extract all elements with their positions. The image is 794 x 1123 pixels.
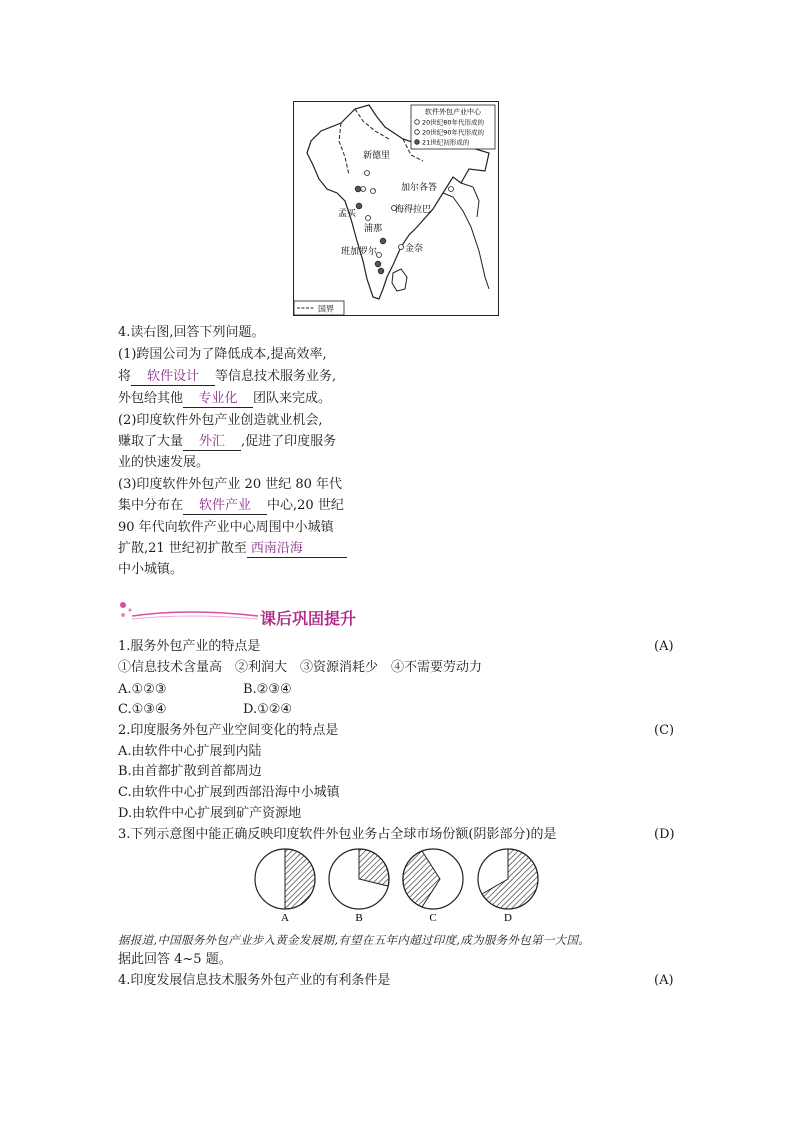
legend-item-90s: 20世纪90年代形成的 (422, 128, 485, 137)
pie-label-d: D (504, 912, 512, 924)
city-label: 海得拉巴 (395, 205, 432, 215)
city-label: 班加罗尔 (341, 247, 378, 257)
city-dot-mumbai (356, 203, 362, 209)
text: 等信息技术服务业务, (215, 369, 337, 384)
pie-b (329, 849, 389, 909)
legend-title: 软件外包产业中心 (425, 108, 481, 116)
city-label: 浦那 (364, 224, 383, 234)
legend-item-21c: 21世纪初形成的 (422, 138, 470, 147)
q4-part3-line3: 90 年代向软件产业中心周围中小城镇 (118, 520, 334, 535)
answer-blank: 外汇 (183, 434, 241, 451)
q4-part3-line1: (3)印度软件外包产业 20 世纪 80 年代 (118, 477, 343, 492)
pie-label-c: C (429, 912, 437, 924)
legend-80s-icon (415, 120, 420, 125)
q4-part2-line2 (118, 432, 336, 452)
city-dot-pune (366, 216, 371, 221)
q3-pie-figures (252, 845, 552, 925)
q4-part3-line5: 中小城镇。 (118, 562, 184, 577)
q4-part1-line3 (118, 389, 331, 409)
city-label: 加尔各答 (401, 183, 438, 193)
city-dot (380, 238, 386, 244)
text: 中心,20 世纪 (267, 498, 344, 513)
q1-answer: (A) (654, 639, 674, 654)
legend-90s-icon (415, 130, 420, 135)
city-dot (375, 261, 381, 267)
q4-answer: (A) (654, 973, 674, 988)
q2-option-d: D.由软件中心扩展到矿产资源地 (118, 806, 302, 821)
q1-statements: ①信息技术含量高 ②利润大 ③资源消耗少 ④不需要劳动力 (118, 660, 483, 675)
pie-c (403, 849, 463, 909)
pie-a (255, 849, 315, 909)
pie-label-a: A (281, 912, 289, 924)
q2-option-a: A.由软件中心扩展到内陆 (118, 744, 262, 759)
q2-stem: 2.印度服务外包产业空间变化的特点是 (118, 723, 339, 738)
section-divider-icon (118, 600, 263, 624)
pie-d (478, 849, 538, 909)
q4-part1-line2 (118, 367, 336, 387)
q4-part2-line1: (2)印度软件外包产业创造就业机会, (118, 413, 323, 428)
india-map-figure (293, 101, 499, 316)
legend-21c-icon (415, 140, 420, 145)
city-dot (371, 189, 376, 194)
city-dot (361, 187, 366, 192)
q1-option-c: C.①③④ (118, 702, 167, 717)
answer-blank: 专业化 (183, 391, 253, 408)
q4-part3-line4 (118, 539, 347, 559)
text: 扩散,21 世纪初扩散至 (118, 541, 247, 556)
border-legend-label: 国界 (318, 304, 334, 314)
city-dot (355, 186, 361, 192)
passage-line2: 据此回答 4~5 题。 (118, 952, 232, 967)
q4-part3-line2 (118, 496, 344, 516)
q1-option-d: D.①②④ (243, 702, 293, 717)
q2-option-c: C.由软件中心扩展到西部沿海中小城镇 (118, 785, 340, 800)
q3-answer: (D) (654, 827, 675, 842)
section-title: 课后巩固提升 (260, 609, 357, 628)
text: 集中分布在 (118, 498, 184, 513)
city-dot-bangalore (377, 253, 382, 258)
q1-option-b: B.②③④ (243, 682, 292, 697)
city-dot-kolkata (449, 187, 454, 192)
text: 外包给其他 (118, 391, 184, 406)
answer-blank: 软件产业 (183, 498, 267, 515)
q3-stem: 3.下列示意图中能正确反映印度软件外包业务占全球市场份额(阴影部分)的是 (118, 827, 557, 842)
city-dot-chennai (399, 245, 404, 250)
pie-label-b: B (355, 912, 363, 924)
section-decoration (118, 600, 263, 624)
text: ,促进了印度服务 (241, 434, 337, 449)
answer-blank: 软件设计 (131, 369, 215, 386)
city-label: 金奈 (405, 244, 424, 254)
city-label: 新德里 (363, 151, 391, 161)
pie-options-figure (252, 845, 552, 925)
india-map (293, 101, 499, 316)
answer-blank: 西南沿海 (247, 541, 347, 558)
q4-part2-line3: 业的快速发展。 (118, 455, 210, 470)
q2-answer: (C) (654, 723, 675, 738)
text: 赚取了大量 (118, 434, 184, 449)
q1-option-a: A.①②③ (118, 682, 167, 697)
legend-item-80s: 20世纪80年代形成的 (422, 118, 485, 127)
city-label: 孟买 (338, 209, 357, 219)
q4-intro-title: 4.读右图,回答下列问题。 (118, 325, 265, 340)
city-dot-new-delhi (365, 171, 370, 176)
passage-line1: 据报道,中国服务外包产业步入黄金发展期,有望在五年内超过印度,成为服务外包第一大国。 (118, 933, 591, 947)
q4-stem: 4.印度发展信息技术服务外包产业的有利条件是 (118, 973, 391, 988)
q2-option-b: B.由首都扩散到首都周边 (118, 764, 262, 779)
city-dot (378, 268, 384, 274)
text: 团队来完成。 (253, 391, 332, 406)
q4-part1-line1: (1)跨国公司为了降低成本,提高效率, (118, 347, 327, 362)
text: 将 (118, 369, 132, 384)
q1-stem: 1.服务外包产业的特点是 (118, 639, 261, 654)
